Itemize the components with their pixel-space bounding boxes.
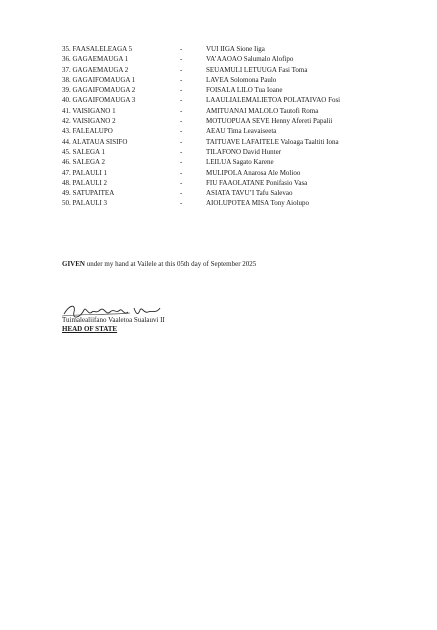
row-dash: - <box>180 75 183 84</box>
row-number: 39. <box>62 86 71 95</box>
constituency-row <box>0 137 437 147</box>
candidate-name <box>206 95 340 105</box>
candidate-name <box>206 44 265 54</box>
constituency-row <box>0 188 437 198</box>
constituency-name: GAGAIFOMAUGA 3 <box>72 96 136 105</box>
row-dash: - <box>180 147 183 156</box>
constituency-name: SALEGA 2 <box>72 158 105 167</box>
candidate-given-name: Tautofi Roma <box>279 106 319 115</box>
candidate-title-name: TAITUAVE LAFAITELE <box>206 137 279 146</box>
row-dash: - <box>180 137 183 146</box>
row-dash: - <box>180 168 183 177</box>
constituency-row <box>0 178 437 188</box>
constituency-name: VAISIGANO 1 <box>72 106 116 115</box>
constituency-name: GAGAIFOMAUGA 1 <box>72 75 136 84</box>
signatory-name: Tuimalealiifano Vaaletoa Sualauvi II <box>62 316 165 324</box>
row-number-constituency <box>62 65 128 75</box>
row-number: 36. <box>62 55 71 64</box>
constituency-row <box>0 106 437 116</box>
row-dash: - <box>180 199 183 208</box>
candidate-title-name: SEUAMULI LETUUGA <box>206 65 277 74</box>
candidate-title-name: LAVEA <box>206 75 229 84</box>
candidate-title-name: AEAU <box>206 127 226 136</box>
row-number: 48. <box>62 178 71 187</box>
candidate-given-name: Anarosa Ale Molioo <box>243 168 301 177</box>
candidate-given-name: Henny Afereti Papalii <box>271 117 333 126</box>
row-number-constituency <box>62 54 128 64</box>
row-dash: - <box>180 127 183 136</box>
constituency-name: PALAULI 3 <box>72 199 108 208</box>
constituency-name: GAGAEMAUGA 1 <box>72 55 129 64</box>
row-dash: - <box>180 65 183 74</box>
row-number: 50. <box>62 199 71 208</box>
candidate-title-name: AIOLUPOTEA MISA <box>206 199 269 208</box>
row-number-constituency <box>62 116 116 126</box>
row-number-constituency <box>62 95 135 105</box>
row-number: 43. <box>62 127 71 136</box>
candidate-name <box>206 106 318 116</box>
constituency-row <box>0 168 437 178</box>
row-number: 44. <box>62 137 71 146</box>
row-dash: - <box>180 178 183 187</box>
signatory-title: HEAD OF STATE <box>62 325 118 333</box>
candidate-name <box>206 126 276 136</box>
row-dash: - <box>180 96 183 105</box>
constituency-row <box>0 116 437 126</box>
row-dash: - <box>180 189 183 198</box>
candidate-given-name: Tua Ioane <box>254 86 283 95</box>
candidate-given-name: Solomona Paulo <box>230 75 277 84</box>
row-number-constituency <box>62 44 132 54</box>
constituency-name: GAGAIFOMAUGA 2 <box>72 86 136 95</box>
constituency-name: PALAULI 1 <box>72 168 108 177</box>
constituency-name: PALAULI 2 <box>72 178 108 187</box>
candidate-name <box>206 178 307 188</box>
candidate-given-name: Tima Leavaiseeta <box>227 127 277 136</box>
given-statement <box>62 259 256 269</box>
row-number-constituency <box>62 178 107 188</box>
candidate-title-name: MULIPOLA <box>206 168 242 177</box>
constituency-name: VAISIGANO 2 <box>72 117 116 126</box>
row-number: 42. <box>62 117 71 126</box>
row-number-constituency <box>62 126 113 136</box>
constituency-row <box>0 65 437 75</box>
row-dash: - <box>180 45 183 53</box>
row-number-constituency <box>62 85 135 95</box>
candidate-title-name: AMITUANAI MALOLO <box>206 106 279 115</box>
row-number: 35. <box>62 45 71 53</box>
candidate-name <box>206 198 309 208</box>
candidate-name <box>206 188 292 198</box>
row-number: 45. <box>62 147 71 156</box>
candidate-title-name: VA’AAOAO <box>206 55 243 64</box>
constituency-row <box>0 85 437 95</box>
candidate-given-name: Salumalo Alofipo <box>243 55 294 64</box>
candidate-name <box>206 85 282 95</box>
row-number-constituency <box>62 137 127 147</box>
row-dash: - <box>180 86 183 95</box>
constituency-row <box>0 75 437 85</box>
row-number-constituency <box>62 168 107 178</box>
candidate-given-name: David Hunter <box>242 147 282 156</box>
candidate-title-name: VUI IIGA <box>206 45 235 53</box>
row-number: 46. <box>62 158 71 167</box>
row-number: 37. <box>62 65 71 74</box>
constituency-row <box>0 54 437 64</box>
given-bold: GIVEN <box>62 260 85 268</box>
candidate-name <box>206 116 332 126</box>
row-dash: - <box>180 158 183 167</box>
candidate-title-name: FOISALA LILO <box>206 86 253 95</box>
row-dash: - <box>180 55 183 64</box>
candidate-name <box>206 54 293 64</box>
row-number-constituency <box>62 157 105 167</box>
row-number-constituency <box>62 147 105 157</box>
row-number-constituency <box>62 75 135 85</box>
given-text: under my hand at Vailele at this 05th day of September 2025 <box>84 260 257 268</box>
candidate-given-name: Sione Iiga <box>236 45 265 53</box>
constituency-row <box>0 157 437 167</box>
candidate-given-name: Tafu Salevao <box>255 189 293 198</box>
row-number: 47. <box>62 168 71 177</box>
candidate-title-name: LAAULIALEMALIETOA POLATAIVAO <box>206 96 327 105</box>
row-number: 49. <box>62 189 71 198</box>
candidate-title-name: ASIATA TAVU’I <box>206 189 255 198</box>
candidate-name <box>206 168 300 178</box>
row-number: 40. <box>62 96 71 105</box>
row-number-constituency <box>62 198 107 208</box>
constituency-name: GAGAEMAUGA 2 <box>72 65 129 74</box>
candidate-given-name: Sagato Karene <box>232 158 274 167</box>
constituency-name: SATUPAITEA <box>72 189 115 198</box>
row-number: 38. <box>62 75 71 84</box>
candidate-title-name: FIU FAAOLATANE <box>206 178 265 187</box>
constituency-row <box>0 44 437 54</box>
constituency-name: ALATAUA SISIFO <box>72 137 128 146</box>
candidate-given-name: Fasi Toma <box>278 65 308 74</box>
candidate-title-name: MOTUOPUAA SEVE <box>206 117 270 126</box>
row-dash: - <box>180 106 183 115</box>
constituency-name: FAASALELEAGA 5 <box>72 45 133 53</box>
candidate-given-name: Valoaga Taaltiti Iona <box>280 137 339 146</box>
constituency-list <box>0 44 437 209</box>
constituency-row <box>0 126 437 136</box>
constituency-row <box>0 198 437 208</box>
candidate-name <box>206 157 274 167</box>
candidate-name <box>206 75 276 85</box>
constituency-row <box>0 95 437 105</box>
candidate-name <box>206 65 307 75</box>
candidate-name <box>206 147 281 157</box>
row-dash: - <box>180 117 183 126</box>
candidate-given-name: Fosi <box>328 96 341 105</box>
candidate-given-name: Ponifasio Vasa <box>265 178 308 187</box>
candidate-title-name: LEILUA <box>206 158 231 167</box>
row-number: 41. <box>62 106 71 115</box>
candidate-name <box>206 137 339 147</box>
constituency-name: SALEGA 1 <box>72 147 105 156</box>
candidate-given-name: Tony Aiolupo <box>270 199 310 208</box>
row-number-constituency <box>62 188 114 198</box>
constituency-row <box>0 147 437 157</box>
row-number-constituency <box>62 106 116 116</box>
candidate-title-name: TILAFONO <box>206 147 241 156</box>
constituency-name: FALEALUPO <box>72 127 113 136</box>
